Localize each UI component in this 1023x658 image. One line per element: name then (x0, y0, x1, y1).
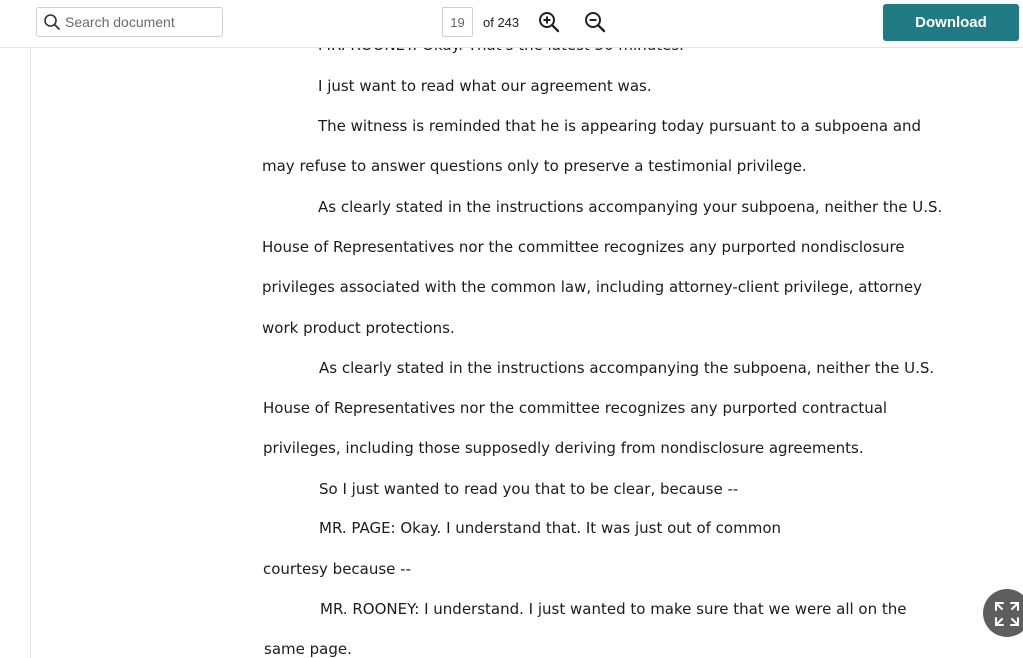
document-line: House of Representatives nor the committee recognizes any purported contractual (263, 399, 888, 417)
page-total-label: of 243 (483, 15, 520, 30)
expand-icon (994, 601, 1020, 627)
document-line: As clearly stated in the instructions accompanying your subpoena, neither the U.S. (318, 198, 943, 216)
document-line: House of Representatives nor the committee recognizes any purported nondisclosure (262, 238, 905, 256)
zoom-in-icon[interactable] (537, 10, 561, 34)
document-line: work product protections. (262, 319, 455, 337)
document-line: I just want to read what our agreement was. (318, 77, 652, 95)
document-line: MR. PAGE: Okay. I understand that. It was just out of common (319, 519, 782, 537)
search-icon (43, 13, 61, 31)
search-box[interactable] (36, 7, 223, 37)
document-page (30, 0, 1023, 658)
download-button[interactable]: Download (883, 4, 1019, 41)
document-line: MR. ROONEY: I understand. I just wanted to make sure that we were all on the (320, 600, 907, 618)
search-input[interactable] (65, 11, 215, 33)
zoom-out-icon[interactable] (583, 10, 607, 34)
document-line: As clearly stated in the instructions accompanying the subpoena, neither the U.S. (319, 359, 935, 377)
document-line: courtesy because -- (263, 560, 412, 578)
expand-button[interactable] (983, 589, 1023, 637)
document-line: The witness is reminded that he is appearing today pursuant to a subpoena and (318, 117, 922, 135)
document-line: same page. (264, 640, 352, 658)
document-toolbar (0, 0, 1023, 48)
document-line: privileges associated with the common law, including attorney-client privilege, attorney (262, 278, 922, 296)
document-line: privileges, including those supposedly deriving from nondisclosure agreements. (263, 439, 864, 457)
document-line: So I just wanted to read you that to be clear, because -- (319, 480, 739, 498)
page-number-input[interactable] (442, 7, 473, 37)
document-line: may refuse to answer questions only to preserve a testimonial privilege. (262, 157, 807, 175)
